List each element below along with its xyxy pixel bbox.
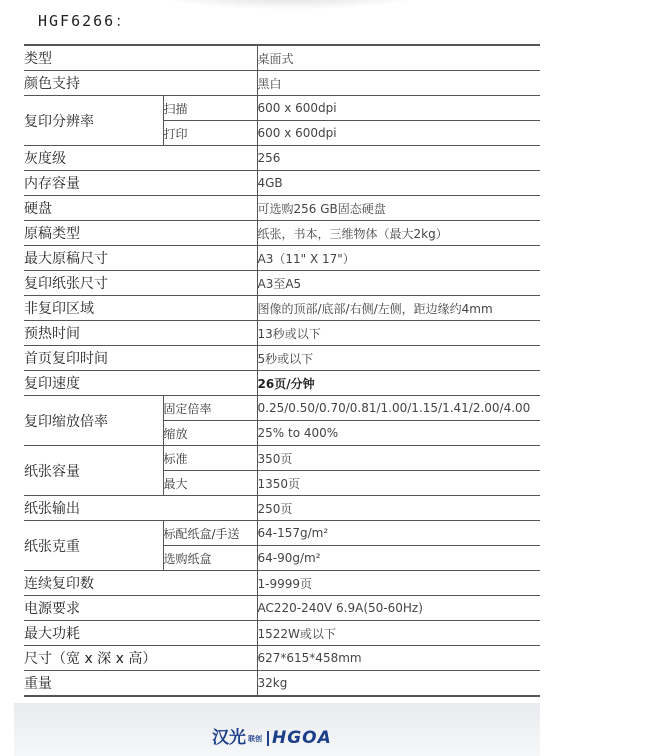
row-label: 纸张克重 bbox=[24, 521, 163, 571]
table-row bbox=[24, 321, 540, 346]
row-sublabel: 最大 bbox=[163, 471, 257, 496]
table-row bbox=[24, 521, 540, 546]
row-value: 4GB bbox=[257, 171, 540, 196]
row-sublabel: 标准 bbox=[163, 446, 257, 471]
row-label: 纸张容量 bbox=[24, 446, 163, 496]
row-value: 350页 bbox=[257, 446, 540, 471]
table-row bbox=[24, 296, 540, 321]
row-value: 纸张，书本，三维物体（最大2kg） bbox=[257, 221, 540, 246]
table-row bbox=[24, 621, 540, 646]
row-value: 600 x 600dpi bbox=[257, 121, 540, 146]
row-value: 0.25/0.50/0.70/0.81/1.00/1.15/1.41/2.00/4.00 bbox=[257, 396, 540, 421]
table-row bbox=[24, 396, 540, 421]
logo-english-name: HGOA bbox=[272, 728, 332, 748]
row-value: 1522W或以下 bbox=[257, 621, 540, 646]
row-value: 64-90g/m² bbox=[257, 546, 540, 571]
row-label: 复印缩放倍率 bbox=[24, 396, 163, 446]
row-value: 可选购256 GB固态硬盘 bbox=[257, 196, 540, 221]
row-value: 64-157g/m² bbox=[257, 521, 540, 546]
table-row bbox=[24, 71, 540, 96]
row-label: 灰度级 bbox=[24, 146, 257, 171]
row-value: A3至A5 bbox=[257, 271, 540, 296]
row-value: 25% to 400% bbox=[257, 421, 540, 446]
model-title: HGF6266： bbox=[38, 12, 133, 30]
row-value: A3（11" X 17"） bbox=[257, 246, 540, 271]
table-row bbox=[24, 371, 540, 396]
row-value: 250页 bbox=[257, 496, 540, 521]
row-value: 600 x 600dpi bbox=[257, 96, 540, 121]
table-row bbox=[24, 146, 540, 171]
row-label: 最大功耗 bbox=[24, 621, 257, 646]
footer-banner bbox=[14, 703, 540, 756]
table-row bbox=[24, 646, 540, 671]
spec-table bbox=[24, 44, 540, 697]
table-row bbox=[24, 171, 540, 196]
row-sublabel: 打印 bbox=[163, 121, 257, 146]
table-row bbox=[24, 96, 540, 121]
row-value: 26页/分钟 bbox=[257, 371, 540, 396]
table-row bbox=[24, 346, 540, 371]
row-value: 图像的顶部/底部/右侧/左侧，距边缘约4mm bbox=[257, 296, 540, 321]
row-label: 首页复印时间 bbox=[24, 346, 257, 371]
row-label: 复印速度 bbox=[24, 371, 257, 396]
table-row bbox=[24, 496, 540, 521]
row-label: 颜色支持 bbox=[24, 71, 257, 96]
table-row bbox=[24, 196, 540, 221]
row-label: 复印分辨率 bbox=[24, 96, 163, 146]
row-sublabel: 标配纸盒/手送 bbox=[163, 521, 257, 546]
logo-subtext: 联创 bbox=[248, 734, 262, 743]
row-sublabel: 缩放 bbox=[163, 421, 257, 446]
row-label: 复印纸张尺寸 bbox=[24, 271, 257, 296]
row-label: 硬盘 bbox=[24, 196, 257, 221]
row-label: 尺寸（宽 x 深 x 高） bbox=[24, 646, 257, 671]
row-value: 5秒或以下 bbox=[257, 346, 540, 371]
table-row bbox=[24, 446, 540, 471]
row-label: 连续复印数 bbox=[24, 571, 257, 596]
table-row bbox=[24, 571, 540, 596]
brand-logo bbox=[212, 723, 332, 748]
table-row bbox=[24, 45, 540, 71]
table-row bbox=[24, 221, 540, 246]
row-label: 最大原稿尺寸 bbox=[24, 246, 257, 271]
row-value: 桌面式 bbox=[257, 45, 540, 71]
row-label: 非复印区域 bbox=[24, 296, 257, 321]
row-value: AC220-240V 6.9A(50-60Hz) bbox=[257, 596, 540, 621]
logo-divider bbox=[267, 731, 269, 746]
row-label: 纸张输出 bbox=[24, 496, 257, 521]
row-label: 电源要求 bbox=[24, 596, 257, 621]
top-shadow bbox=[140, 0, 440, 10]
row-value: 256 bbox=[257, 146, 540, 171]
row-label: 预热时间 bbox=[24, 321, 257, 346]
row-label: 原稿类型 bbox=[24, 221, 257, 246]
table-row bbox=[24, 246, 540, 271]
table-row bbox=[24, 271, 540, 296]
row-value: 627*615*458mm bbox=[257, 646, 540, 671]
row-label: 内存容量 bbox=[24, 171, 257, 196]
row-value: 1350页 bbox=[257, 471, 540, 496]
row-label: 类型 bbox=[24, 45, 257, 71]
row-value: 1-9999页 bbox=[257, 571, 540, 596]
logo-chinese-name: 汉光 bbox=[212, 728, 246, 748]
row-value: 13秒或以下 bbox=[257, 321, 540, 346]
row-sublabel: 选购纸盒 bbox=[163, 546, 257, 571]
table-row bbox=[24, 596, 540, 621]
row-value: 黑白 bbox=[257, 71, 540, 96]
row-sublabel: 扫描 bbox=[163, 96, 257, 121]
row-sublabel: 固定倍率 bbox=[163, 396, 257, 421]
table-row bbox=[24, 671, 540, 697]
row-value: 32kg bbox=[257, 671, 540, 697]
row-label: 重量 bbox=[24, 671, 257, 697]
